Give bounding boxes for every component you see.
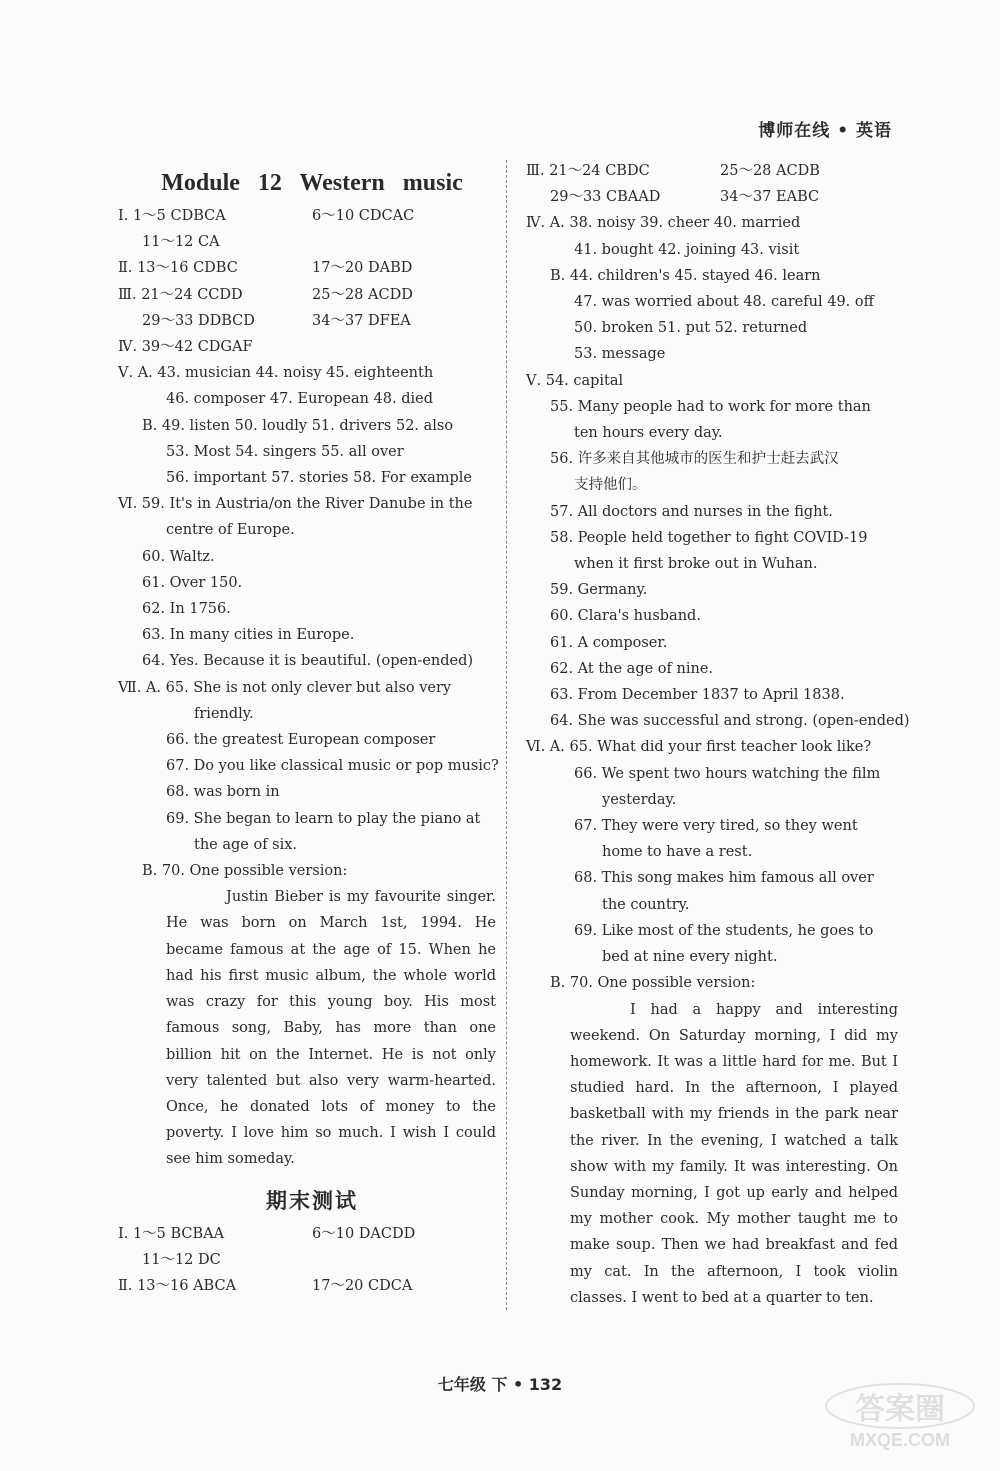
answer-group: 29～33 CBAAD xyxy=(550,189,661,206)
answer-line xyxy=(526,158,898,184)
answer-line: home to have a rest. xyxy=(602,844,753,861)
answer-line: 69. She began to learn to play the piano at xyxy=(166,810,481,827)
answer-line: Ⅵ. A. 65. What did your first teacher look like? xyxy=(526,739,872,756)
watermark-top-text: 答案圈 xyxy=(855,1392,945,1427)
answer-line: 59. Germany. xyxy=(550,582,648,599)
answer-line: 支持他们。 xyxy=(574,477,647,494)
left-column xyxy=(118,160,499,1299)
answer-line: 62. At the age of nine. xyxy=(550,660,714,677)
answer-line: the age of six. xyxy=(194,836,298,853)
answer-group: Ⅰ. 1～5 BCBAA xyxy=(118,1225,225,1242)
answer-line: 50. broken 51. put 52. returned xyxy=(574,320,808,337)
answer-line: 56. important 57. stories 58. For example xyxy=(166,470,472,487)
answer-line: B. 70. One possible version: xyxy=(550,975,756,992)
answer-group: 25～28 ACDB xyxy=(720,163,820,179)
answer-line: Ⅵ. 59. It's in Austria/on the River Danube in the xyxy=(118,496,473,513)
answer-group: 34～37 DFEA xyxy=(312,312,411,329)
answer-line: yesterday. xyxy=(602,791,677,808)
answer-group: 17～20 DABD xyxy=(312,260,413,277)
answer-line xyxy=(118,282,496,308)
answer-line xyxy=(118,255,496,281)
answer-line: bed at nine every night. xyxy=(602,949,778,966)
answer-line xyxy=(118,1273,496,1299)
answer-line: 53. message xyxy=(574,346,666,363)
right-column xyxy=(526,158,910,1311)
module-title: Module 12 Western music xyxy=(161,170,463,196)
answer-line: friendly. xyxy=(194,705,254,722)
answer-line: the country. xyxy=(602,896,690,913)
right-essay xyxy=(526,997,898,1311)
answer-line: B. 70. One possible version: xyxy=(142,863,348,880)
answer-line: 64. Yes. Because it is beautiful. (open-ended) xyxy=(142,653,474,670)
answer-line: 11～12 CA xyxy=(142,234,220,251)
answer-line: 63. In many cities in Europe. xyxy=(142,627,355,644)
answer-line: 67. Do you like classical music or pop music? xyxy=(166,758,499,775)
answer-group: 17～20 CDCA xyxy=(312,1277,413,1294)
final-test-answer-list xyxy=(118,1221,496,1300)
answer-group: Ⅱ. 13～16 CDBC xyxy=(118,260,238,277)
answer-line: Ⅶ. A. 65. She is not only clever but also very xyxy=(118,679,452,696)
answer-line: when it first broke out in Wuhan. xyxy=(574,556,818,573)
answer-line: ten hours every day. xyxy=(574,425,723,442)
answer-line: 60. Clara's husband. xyxy=(550,608,701,625)
header-brand: 博师在线 • 英语 xyxy=(758,121,892,141)
answer-group: 34～37 EABC xyxy=(720,189,820,206)
answer-group: Ⅲ. 21～24 CCDD xyxy=(118,286,243,303)
answer-group: 29～33 DDBCD xyxy=(142,312,255,329)
answer-line xyxy=(118,1221,496,1247)
answer-line xyxy=(118,203,496,229)
answer-line xyxy=(118,308,496,334)
answer-line: 53. Most 54. singers 55. all over xyxy=(166,443,404,460)
column-divider xyxy=(506,160,507,1310)
page-footer: 七年级 下 • 132 xyxy=(437,1375,563,1394)
answer-line: 11～12 DC xyxy=(142,1251,221,1268)
answer-group: Ⅱ. 13～16 ABCA xyxy=(118,1277,237,1294)
left-answer-list xyxy=(118,203,499,884)
answer-line: 68. This song makes him famous all over xyxy=(574,870,874,887)
watermark-bottom-text: MXQE.COM xyxy=(849,1430,950,1450)
answer-line: Ⅳ. A. 38. noisy 39. cheer 40. married xyxy=(526,215,801,232)
right-essay-text: I had a happy and interesting weekend. On Saturday morning, I did my homework. It was a little hard for me. But I studied hard. In the afternoon, I played basketball with my friends in the park near the river. In the evening, I watched a talk show with my family. It was interesting. On Sunday morning, I got up early and helped my mother cook. My mother taught me to make soup. Then we had breakfast and fed my cat. In the afternoon, I took violin classes. I went to bed at a quarter to ten. xyxy=(570,1001,898,1306)
answer-group: 25～28 ACDD xyxy=(312,286,413,303)
answer-line: 58. People held together to fight COVID-19 xyxy=(550,529,868,546)
answer-line: B. 49. listen 50. loudly 51. drivers 52. also xyxy=(142,417,454,434)
answer-line: 60. Waltz. xyxy=(142,548,215,565)
left-essay-text: Justin Bieber is my favourite singer. He was born on March 1st, 1994. He became famous at the age of 15. When he had his first music album, the whole world was crazy for this young boy. His most famous song, Baby, has more than one billion hit on the Internet. He is not only very talented but also very warm-hearted. Once, he donated lots of money to the poverty. I love him so much. I wish I could see him someday. xyxy=(166,889,496,1168)
watermark-logo xyxy=(820,1380,980,1460)
answer-line: 64. She was successful and strong. (open-ended) xyxy=(550,713,910,730)
answer-line: Ⅴ. 54. capital xyxy=(526,372,624,389)
answer-line: 66. the greatest European composer xyxy=(166,732,436,749)
answer-line: 67. They were very tired, so they went xyxy=(574,818,858,835)
answer-line: 56. 许多来自其他城市的医生和护士赶去武汉 xyxy=(550,451,839,468)
answer-line: 63. From December 1837 to April 1838. xyxy=(550,687,845,704)
answer-line xyxy=(526,184,898,210)
left-essay xyxy=(118,884,496,1172)
section-title: 期末测试 xyxy=(266,1188,358,1213)
answer-line: centre of Europe. xyxy=(166,522,295,539)
answer-group: Ⅲ. 21～24 CBDC xyxy=(526,163,650,179)
answer-line: B. 44. children's 45. stayed 46. learn xyxy=(550,267,821,284)
answer-line: 46. composer 47. European 48. died xyxy=(166,391,434,408)
answer-group: 6～10 CDCAC xyxy=(312,208,415,224)
right-answer-list xyxy=(526,158,910,997)
answer-line: Ⅳ. 39～42 CDGAF xyxy=(118,339,253,356)
answer-line: Ⅴ. A. 43. musician 44. noisy 45. eighteenth xyxy=(118,365,434,382)
answer-line: 61. A composer. xyxy=(550,634,668,651)
answer-line: 66. We spent two hours watching the film xyxy=(574,765,881,782)
answer-group: 6～10 DACDD xyxy=(312,1225,416,1242)
answer-line: 62. In 1756. xyxy=(142,601,231,618)
answer-line: 61. Over 150. xyxy=(142,574,243,591)
answer-line: 55. Many people had to work for more than xyxy=(550,398,871,415)
answer-line: 47. was worried about 48. careful 49. off xyxy=(574,294,874,311)
answer-line: 57. All doctors and nurses in the fight. xyxy=(550,503,833,520)
answer-line: 41. bought 42. joining 43. visit xyxy=(574,241,800,258)
answer-group: Ⅰ. 1～5 CDBCA xyxy=(118,208,226,224)
answer-line: 68. was born in xyxy=(166,784,280,801)
answer-line: 69. Like most of the students, he goes to xyxy=(574,922,874,939)
